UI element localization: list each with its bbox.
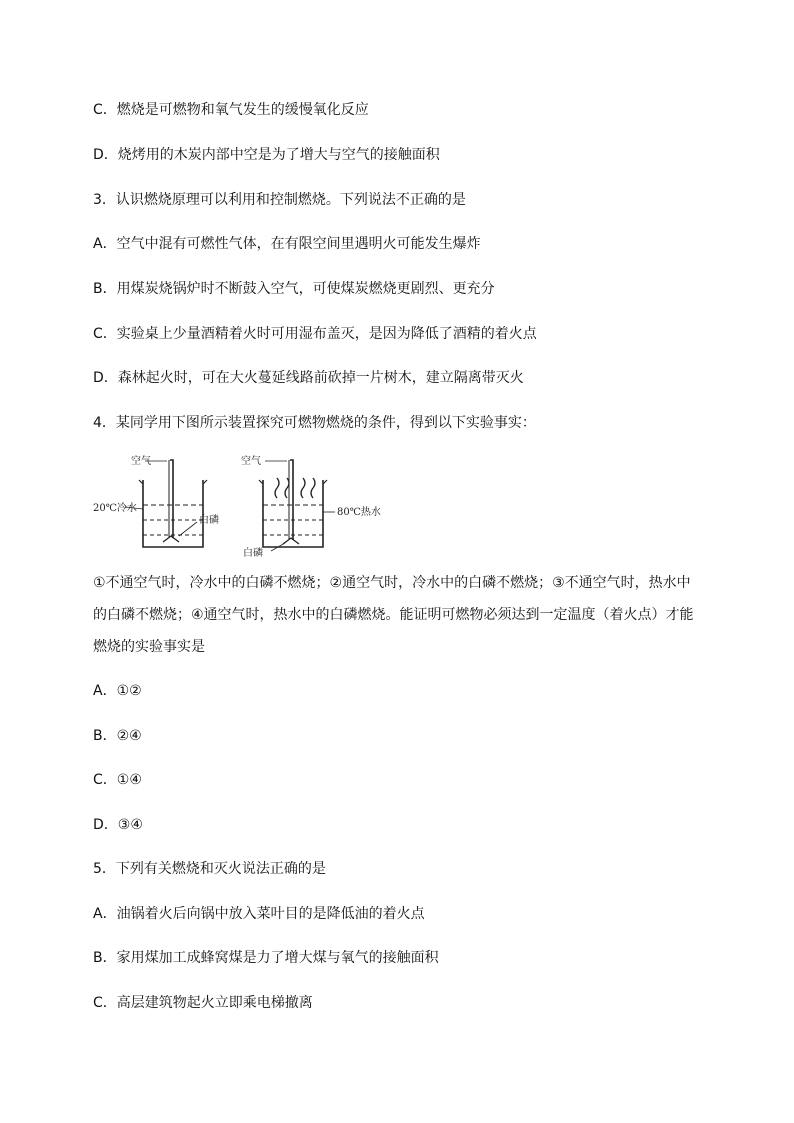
q4-facts-line2: 的白磷不燃烧；④通空气时，热水中的白磷燃烧。能证明可燃物必须达到一定温度（着火点）才能	[93, 607, 694, 623]
q4-option-a: A．①②	[93, 683, 142, 699]
q4-facts-line3: 燃烧的实验事实是	[93, 639, 205, 655]
q4-option-d: D．③④	[93, 817, 143, 833]
q5-option-a: A．油锅着火后向锅中放入菜叶目的是降低油的着火点	[93, 906, 425, 922]
q4-option-c: C．①④	[93, 772, 142, 788]
q4-facts-line1: ①不通空气时，冷水中的白磷不燃烧；②通空气时，冷水中的白磷不燃烧；③不通空气时，热水中	[93, 575, 691, 591]
q3-option-b: B．用煤炭烧锅炉时不断鼓入空气，可使煤炭燃烧更剧烈、更充分	[93, 281, 495, 297]
left-phosphorus-label: 白磷	[199, 515, 219, 526]
q4-stem: 4．某同学用下图所示装置探究可燃物燃烧的条件，得到以下实验事实：	[93, 415, 536, 431]
left-water-label: 20℃冷水	[93, 503, 137, 514]
q3-option-d: D．森林起火时，可在大火蔓延线路前砍掉一片树木，建立隔离带灭火	[93, 370, 524, 386]
beaker-diagram	[93, 450, 393, 560]
q5-option-c: C．高层建筑物起火立即乘电梯撤离	[93, 995, 313, 1011]
q5-option-b: B．家用煤加工成蜂窝煤是力了增大煤与氧气的接触面积	[93, 950, 439, 966]
q5-stem: 5．下列有关燃烧和灭火说法正确的是	[93, 861, 326, 877]
q3-option-a: A．空气中混有可燃性气体，在有限空间里遇明火可能发生爆炸	[93, 236, 481, 252]
right-air-label: 空气	[241, 456, 261, 467]
q3-option-c: C．实验桌上少量酒精着火时可用湿布盖灭，是因为降低了酒精的着火点	[93, 326, 537, 342]
left-air-label: 空气	[131, 456, 151, 467]
right-water-label: 80℃热水	[337, 507, 381, 518]
right-phosphorus-label: 白磷	[243, 548, 263, 559]
q2-option-d: D．烧烤用的木炭内部中空是为了增大与空气的接触面积	[93, 147, 440, 163]
left-beaker	[125, 460, 207, 547]
q4-option-b: B．②④	[93, 728, 142, 744]
q2-option-c: C．燃烧是可燃物和氧气发生的缓慢氧化反应	[93, 102, 369, 118]
experiment-figure	[93, 450, 393, 560]
q3-stem: 3．认识燃烧原理可以利用和控制燃烧。下列说法不正确的是	[93, 192, 466, 208]
right-beaker	[259, 460, 335, 551]
